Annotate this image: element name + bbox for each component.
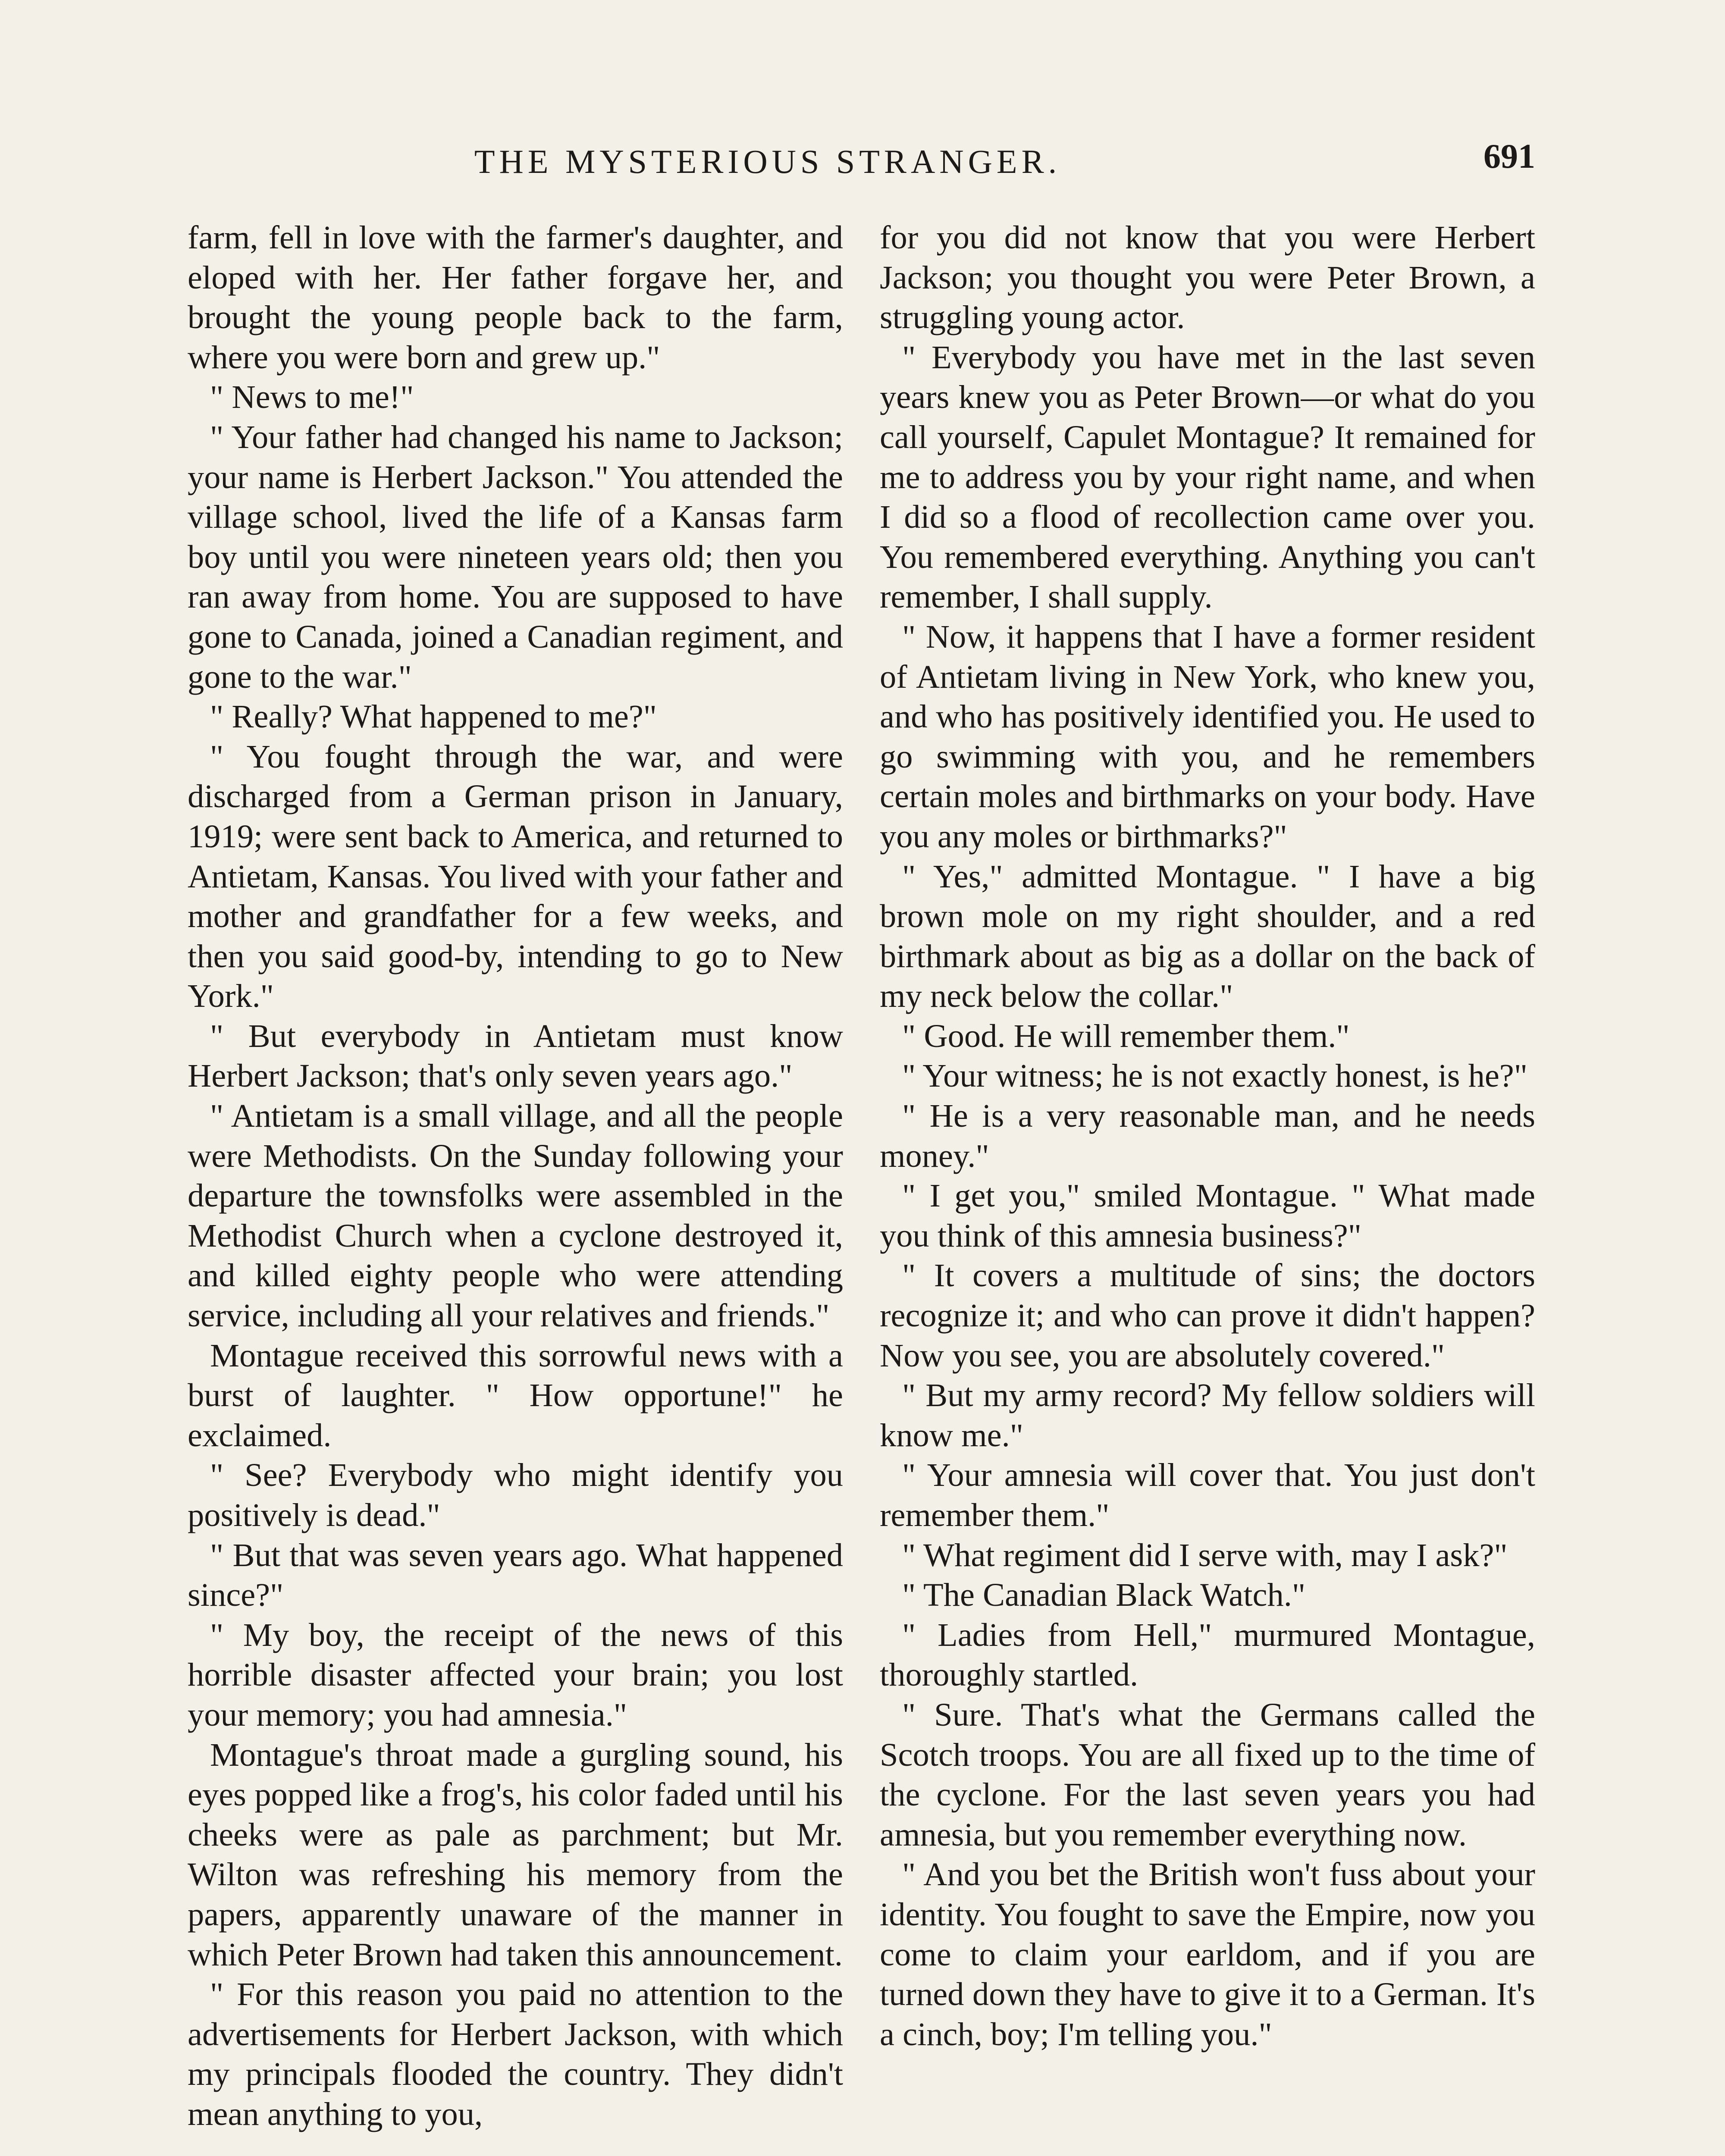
paragraph: " The Canadian Black Watch." — [902, 1576, 1306, 1614]
paragraph: " It covers a multitude of sins; the doctors recognize it; and who can prove it didn't happen? Now you see, you are absolutely covered." — [880, 1257, 1535, 1374]
paragraph: " For this reason you paid no attention to the advertisements for Herbert Jackson, with which my principals flooded the country. They didn't mean anything to you, — [188, 1976, 843, 2132]
paragraph: " Yes," admitted Montague. " I have a big brown mole on my right shoulder, and a red birthmark about as big as a dollar on the back of my neck below the collar." — [880, 858, 1535, 1015]
paragraph: " What regiment did I serve with, may I ask?" — [902, 1536, 1508, 1573]
paragraph: farm, fell in love with the farmer's daughter, and eloped with her. Her father forgave her, and brought the young people back to the farm, where you were born and grew up." — [188, 219, 843, 376]
paragraph: " Your witness; he is not exactly honest, is he?" — [902, 1057, 1527, 1094]
paragraph: Montague received this sorrowful news with a burst of laughter. " How opportune!" he exclaimed. — [188, 1337, 843, 1454]
paragraph: for you did not know that you were Herbert Jackson; you thought you were Peter Brown, a struggling young actor. — [880, 219, 1535, 336]
paragraph: " Everybody you have met in the last seven years knew you as Peter Brown—or what do you call yourself, Capulet Montague? It remained for me to address you by your right name, and when I did so a flood of recollection came over you. You remembered everything. Anything you can't remember, I shall supply. — [880, 338, 1535, 615]
paragraph: " News to me!" — [210, 379, 414, 416]
paragraph: " He is a very reasonable man, and he needs money." — [880, 1097, 1535, 1174]
paragraph: " Really? What happened to me?" — [210, 698, 657, 735]
paragraph: " Sure. That's what the Germans called the Scotch troops. You are all fixed up to the time of the cyclone. For the last seven years you had amnesia, but you remember everything now. — [880, 1696, 1535, 1853]
paragraph: " But everybody in Antietam must know Herbert Jackson; that's only seven years ago." — [188, 1017, 843, 1094]
paragraph: " Ladies from Hell," murmured Montague, thoroughly startled. — [880, 1616, 1535, 1693]
paragraph: " Now, it happens that I have a former resident of Antietam living in New York, who knew you, and who has positively identified you. He used to go swimming with you, and he remembers certain moles and birthmarks on your body. Have you any moles or birthmarks?" — [880, 618, 1535, 855]
paragraph: " I get you," smiled Montague. " What made you think of this amnesia business?" — [880, 1177, 1535, 1254]
paragraph: " My boy, the receipt of the news of this horrible disaster affected your brain; you lost your memory; you had amnesia." — [188, 1616, 843, 1733]
paragraph: Montague's throat made a gurgling sound, his eyes popped like a frog's, his color faded until his cheeks were as pale as parchment; but Mr. Wilton was refreshing his memory from the papers, apparently unaware of the manner in which Peter Brown had taken this announcement. — [188, 1736, 843, 1973]
paragraph: " You fought through the war, and were discharged from a German prison in January, 1919; were sent back to America, and returned to Antietam, Kansas. You lived with your father and mother and grandfather for a few weeks, and then you said good-by, intending to go to New York." — [188, 738, 843, 1015]
paragraph: " Good. He will remember them." — [902, 1017, 1350, 1054]
paragraph: " But that was seven years ago. What happened since?" — [188, 1536, 843, 1614]
paragraph: " But my army record? My fellow soldiers will know me." — [880, 1377, 1535, 1454]
paragraph: " Your father had changed his name to Jackson; your name is Herbert Jackson." You attended the village school, lived the life of a Kansas farm boy until you were nineteen years old; then you ran away from home. You are supposed to have gone to Canada, joined a Canadian regiment, and gone to the war." — [188, 418, 843, 695]
running-title: THE MYSTERIOUS STRANGER. — [474, 143, 1061, 180]
right-column — [880, 218, 1535, 2054]
left-column — [188, 218, 843, 2134]
paragraph: " Antietam is a small village, and all the people were Methodists. On the Sunday following your departure the townsfolks were assembled in the Methodist Church when a cyclone destroyed it, and killed eighty people who were attending service, including all your relatives and friends." — [188, 1097, 843, 1334]
paragraph: " And you bet the British won't fuss about your identity. You fought to save the Empire, now you come to claim your earldom, and if you are turned down they have to give it to a German. It's a cinch, boy; I'm telling you." — [880, 1856, 1535, 2053]
page-number: 691 — [1484, 138, 1535, 175]
paragraph: " See? Everybody who might identify you positively is dead." — [188, 1457, 843, 1533]
paragraph: " Your amnesia will cover that. You just don't remember them." — [880, 1457, 1535, 1533]
